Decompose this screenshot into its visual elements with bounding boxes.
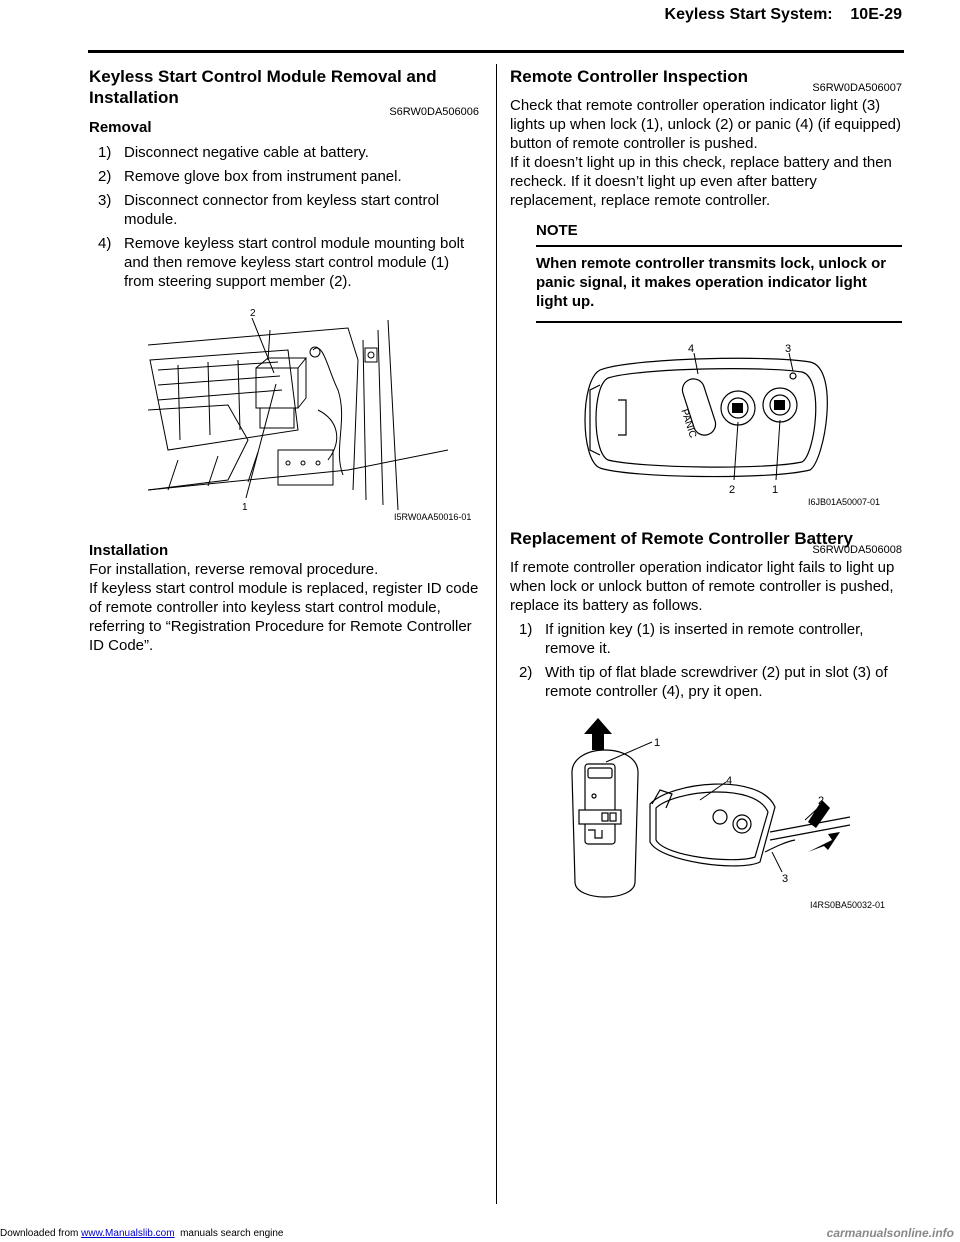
section-heading-remote-inspection xyxy=(510,66,902,96)
installation-heading: Installation xyxy=(89,542,169,559)
section-code: S6RW0DA506007 xyxy=(812,82,902,94)
section-code: S6RW0DA506006 xyxy=(389,106,479,118)
figure-label-1: 1 xyxy=(242,502,248,513)
list-item: 2) With tip of flat blade screwdriver (2) put in slot (3) of remote controller (4), pry it open. xyxy=(519,664,888,700)
remote-diagram xyxy=(570,340,900,510)
installation-section xyxy=(89,541,481,655)
note-bottom-rule xyxy=(536,321,902,323)
installation-text: For installation, reverse removal procedure. If keyless start control module is replaced, register ID code of remote controller into keyless start control module, referring to “Registration Procedure for Remote Controller ID Code”. xyxy=(89,561,479,654)
note-text: When remote controller transmits lock, unlock or panic signal, it makes operation indicator light light up. xyxy=(536,255,887,310)
figure-caption: I4RS0BA50032-01 xyxy=(810,900,886,910)
column-divider xyxy=(496,64,497,1204)
inspection-text: Check that remote controller operation indicator light (3) lights up when lock (1), unlock (2) or panic (4) (if equipped) button of remote controller is pushed. If it doesn’t light up in this check, replace battery and then recheck. If it doesn’t light up even after battery replacement, replace remote controller. xyxy=(510,97,902,209)
section-heading-battery xyxy=(510,528,902,558)
list-item: 2) Remove glove box from instrument panel. xyxy=(98,168,402,185)
figure-caption: I5RW0AA50016-01 xyxy=(394,512,472,522)
section-title: Remote Controller Inspection xyxy=(510,67,749,86)
figure-label-2: 2 xyxy=(250,308,256,319)
figure-label-3: 3 xyxy=(785,343,792,355)
figure-label-2: 2 xyxy=(729,484,736,496)
footer-download-note xyxy=(0,1228,284,1239)
figure-label-4: 4 xyxy=(688,343,695,355)
section-heading-module-removal xyxy=(89,66,479,118)
left-column xyxy=(89,66,479,296)
battery-steps xyxy=(519,620,902,701)
header-rule xyxy=(88,50,904,53)
figure-label-3: 3 xyxy=(782,873,789,885)
figure-remote-controller xyxy=(570,340,900,510)
battery-diagram xyxy=(560,712,900,912)
footer-prefix: Downloaded from xyxy=(0,1228,82,1239)
battery-text: If remote controller operation indicator light fails to light up when lock or unlock button of remote controller is pushed, replace its battery as follows. xyxy=(510,559,895,614)
list-item: 1) Disconnect negative cable at battery. xyxy=(98,144,369,161)
watermark: carmanualsonline.info xyxy=(826,1226,954,1240)
list-item: 1) If ignition key (1) is inserted in remote controller, remove it. xyxy=(519,621,864,657)
removal-steps xyxy=(98,143,478,291)
module-diagram xyxy=(148,300,478,522)
figure-label-1: 1 xyxy=(772,484,779,496)
figure-module-location xyxy=(148,300,478,522)
figure-label-4: 4 xyxy=(726,775,733,787)
figure-label-1: 1 xyxy=(654,737,661,749)
figure-caption: I6JB01A50007-01 xyxy=(808,497,881,507)
right-column xyxy=(510,66,902,323)
section-code: S6RW0DA506008 xyxy=(812,544,902,556)
page-header-title: Keyless Start System: 10E-29 xyxy=(664,6,902,23)
section-title: Replacement of Remote Controller Battery xyxy=(510,529,853,548)
note-box xyxy=(536,221,902,323)
list-item: 3) Disconnect connector from keyless start control module. xyxy=(98,192,440,228)
figure-battery-replacement xyxy=(560,712,900,912)
section-title: Keyless Start Control Module Removal and Installation xyxy=(89,67,437,107)
panic-text: PANIC xyxy=(678,407,699,440)
removal-heading: Removal xyxy=(89,119,152,136)
figure-label-2: 2 xyxy=(818,795,825,807)
list-item: 4) Remove keyless start control module mounting bolt and then remove keyless start control module (1) from steering support member (2). xyxy=(98,235,465,290)
footer-suffix: manuals search engine xyxy=(174,1228,284,1239)
note-label: NOTE xyxy=(536,222,578,239)
battery-section xyxy=(510,528,902,706)
manualslib-link[interactable]: www.Manualslib.com xyxy=(81,1228,175,1239)
